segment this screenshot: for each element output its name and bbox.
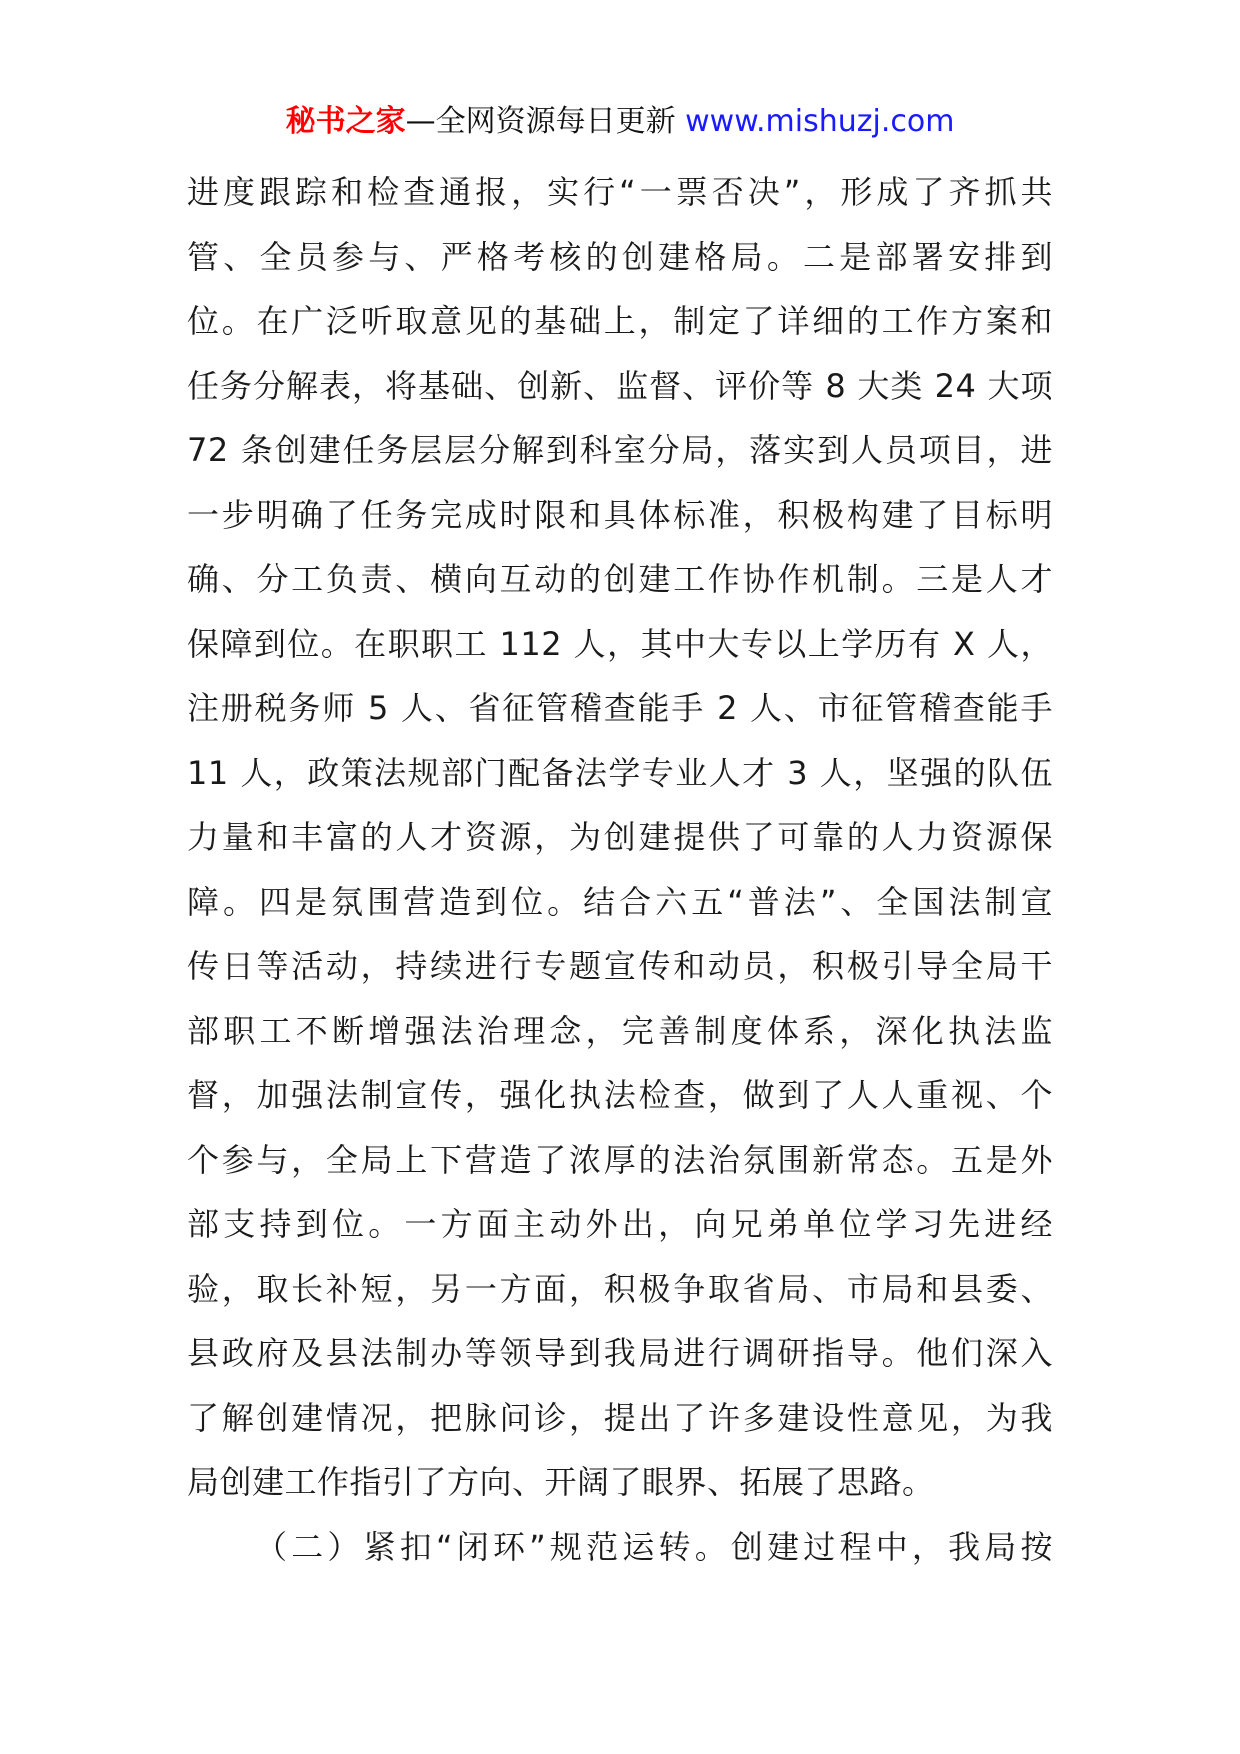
text-line: 部职工不断增强法治理念，完善制度体系，深化执法监 xyxy=(187,1011,1053,1050)
text-line: 县政府及县法制办等领导到我局进行调研指导。他们深入 xyxy=(187,1334,1053,1372)
text-line: 位。在广泛听取意见的基础上，制定了详细的工作方案和 xyxy=(187,302,1053,340)
text-line: 11 人，政策法规部门配备法学专业人才 3 人，坚强的队伍 xyxy=(187,753,1053,792)
text-line: 72 条创建任务层层分解到科室分局，落实到人员项目，进 xyxy=(187,431,1053,469)
document-body xyxy=(187,160,1053,1579)
text-line: 个参与，全局上下营造了浓厚的法治氛围新常态。五是外 xyxy=(187,1140,1053,1179)
text-line-section-heading: （二）紧扣“闭环”规范运转。创建过程中，我局按 xyxy=(255,1527,1053,1566)
header-url-link[interactable]: www.mishuzj.com xyxy=(685,104,955,139)
text-line: 督，加强法制宣传，强化执法检查，做到了人人重视、个 xyxy=(187,1076,1053,1114)
text-line: 力量和丰富的人才资源，为创建提供了可靠的人力资源保 xyxy=(187,818,1053,856)
text-line: 进度跟踪和检查通报，实行“一票否决”，形成了齐抓共 xyxy=(187,173,1053,211)
text-line: 障。四是氛围营造到位。结合六五“普法”、全国法制宣 xyxy=(187,882,1053,921)
text-line-paragraph-end: 局创建工作指引了方向、开阔了眼界、拓展了思路。 xyxy=(187,1463,935,1501)
watermark-header xyxy=(0,100,1240,144)
text-line: 了解创建情况，把脉问诊，提出了许多建设性意见，为我 xyxy=(187,1398,1053,1437)
text-line: 管、全员参与、严格考核的创建格局。二是部署安排到 xyxy=(187,237,1053,276)
text-line: 传日等活动，持续进行专题宣传和动员，积极引导全局干 xyxy=(187,947,1053,985)
text-line: 一步明确了任务完成时限和具体标准，积极构建了目标明 xyxy=(187,495,1053,534)
header-brand: 秘书之家 xyxy=(285,104,406,139)
text-line: 确、分工负责、横向互动的创建工作协作机制。三是人才 xyxy=(187,560,1053,598)
text-line: 保障到位。在职职工 112 人，其中大专以上学历有 X 人， xyxy=(187,624,1053,663)
text-line: 注册税务师 5 人、省征管稽查能手 2 人、市征管稽查能手 xyxy=(187,689,1053,727)
text-line: 任务分解表，将基础、创新、监督、评价等 8 大类 24 大项 xyxy=(187,366,1053,405)
header-tagline: —全网资源每日更新 xyxy=(405,104,676,139)
text-line: 部支持到位。一方面主动外出，向兄弟单位学习先进经 xyxy=(187,1205,1053,1243)
text-line: 验，取长补短，另一方面，积极争取省局、市局和县委、 xyxy=(187,1269,1053,1308)
